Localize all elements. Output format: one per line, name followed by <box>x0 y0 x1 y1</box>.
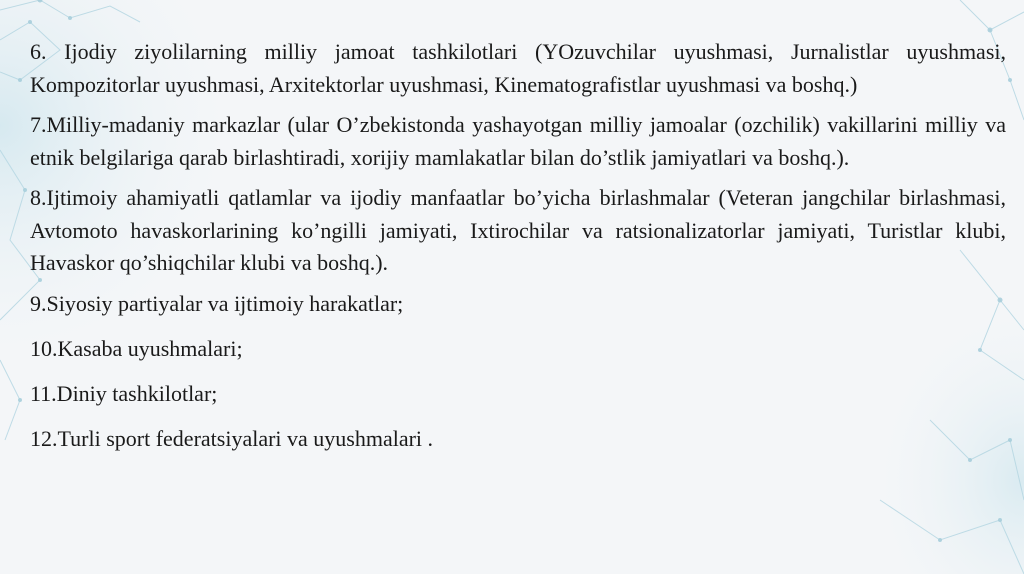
list-item-10: 10.Kasaba uyushmalari; <box>30 335 243 361</box>
list-item-7: 7.Milliy-madaniy markazlar (ular O’zbekistonda yashayotgan milliy jamoalar (ozchilik) vakillarini milliy va etnik belgilariga qarab birlashtiradi, xorijiy mamlakatlar bilan do’stlik jamiyatlari va boshq.). <box>30 112 1006 170</box>
list-item-12: 12.Turli sport federatsiyalari va uyushmalari . <box>30 425 434 451</box>
list-item-11: 11.Diniy tashkilotlar; <box>30 380 218 406</box>
slide-text-body <box>30 36 1006 468</box>
list-item-6: 6. Ijodiy ziyolilarning milliy jamoat tashkilotlari (YOzuvchilar uyushmasi, Jurnalistlar uyushmasi, Kompozitorlar uyushmasi, Arxitektorlar uyushmasi, Kinematografistlar uyushmasi va boshq.) <box>30 39 1006 97</box>
list-item-9: 9.Siyosiy partiyalar va ijtimoiy harakatlar; <box>30 290 404 316</box>
list-item-8: 8.Ijtimoiy ahamiyatli qatlamlar va ijodiy manfaatlar bo’yicha birlashmalar (Veteran jangchilar birlashmasi, Avtomoto havaskorlarining ko’ngilli jamiyati, Ixtirochilar va ratsionalizatorlar jamiyati, Turistlar klubi, Havaskor qo’shiqchilar klubi va boshq.). <box>30 185 1006 275</box>
